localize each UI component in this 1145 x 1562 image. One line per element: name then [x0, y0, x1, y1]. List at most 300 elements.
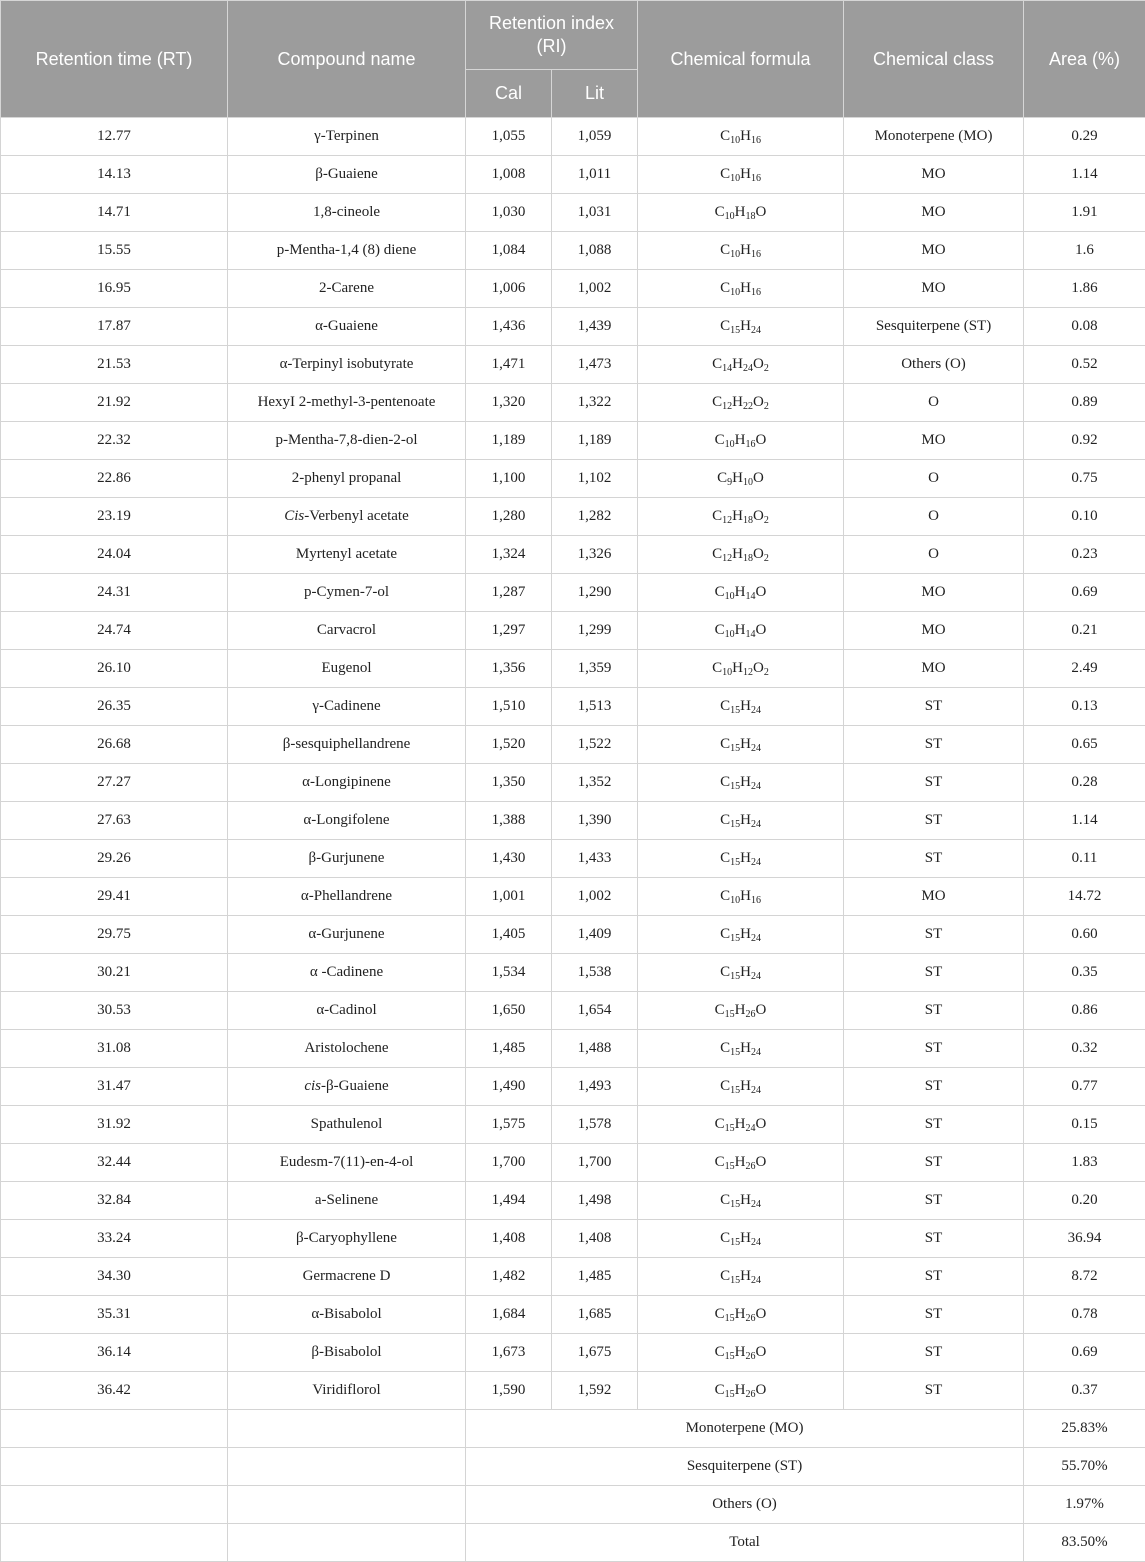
compound-name-cell: [228, 992, 466, 1030]
formula-subscript: 15: [730, 781, 740, 792]
ri-lit-cell: 1,700: [552, 1144, 638, 1182]
formula-subscript: 15: [725, 1389, 735, 1400]
formula-element: O: [753, 546, 764, 562]
table-header: [1, 1, 1145, 118]
ri-cal-cell: 1,350: [466, 764, 552, 802]
area-cell: 0.13: [1024, 688, 1145, 726]
chemical-formula-cell: [638, 232, 844, 270]
compound-name-cell: [228, 688, 466, 726]
table-row: [1, 270, 1145, 308]
retention-time-cell: 30.53: [1, 992, 228, 1030]
ri-cal-cell: 1,436: [466, 308, 552, 346]
formula-subscript: 15: [725, 1313, 735, 1324]
formula-subscript: 10: [722, 667, 732, 678]
table-row: [1, 840, 1145, 878]
formula-element: C: [712, 394, 722, 410]
chemical-class-cell: ST: [844, 726, 1024, 764]
chemical-class-cell: ST: [844, 1182, 1024, 1220]
chemical-class-cell: ST: [844, 1296, 1024, 1334]
formula-element: O: [753, 660, 764, 676]
ri-cal-cell: 1,388: [466, 802, 552, 840]
formula-subscript: 2: [764, 667, 769, 678]
chemical-formula-cell: [638, 650, 844, 688]
formula-element: H: [732, 660, 743, 676]
ri-lit-cell: 1,592: [552, 1372, 638, 1410]
chemical-class-cell: O: [844, 384, 1024, 422]
empty-cell: [228, 1486, 466, 1524]
ri-lit-cell: 1,326: [552, 536, 638, 574]
retention-time-cell: 27.27: [1, 764, 228, 802]
ri-lit-cell: 1,485: [552, 1258, 638, 1296]
formula-subscript: 10: [730, 249, 740, 260]
ri-cal-cell: 1,494: [466, 1182, 552, 1220]
ri-lit-cell: 1,685: [552, 1296, 638, 1334]
retention-time-cell: 31.08: [1, 1030, 228, 1068]
formula-element: O: [756, 1116, 767, 1132]
formula-element: C: [715, 1382, 725, 1398]
formula-subscript: 10: [725, 629, 735, 640]
formula-element: C: [720, 964, 730, 980]
ri-cal-cell: 1,297: [466, 612, 552, 650]
chemical-class-cell: ST: [844, 802, 1024, 840]
chemical-class-cell: MO: [844, 194, 1024, 232]
retention-time-cell: 26.35: [1, 688, 228, 726]
ri-lit-cell: 1,675: [552, 1334, 638, 1372]
ri-cal-cell: 1,575: [466, 1106, 552, 1144]
compound-name-cell: [228, 384, 466, 422]
ri-lit-cell: 1,493: [552, 1068, 638, 1106]
retention-time-cell: 33.24: [1, 1220, 228, 1258]
compound-name-text: Eugenol: [322, 660, 372, 676]
formula-element: O: [756, 1154, 767, 1170]
ri-cal-cell: 1,324: [466, 536, 552, 574]
table-row: [1, 498, 1145, 536]
chemical-class-cell: MO: [844, 422, 1024, 460]
compound-name-text: p-Cymen-7-ol: [304, 584, 389, 600]
formula-element: H: [740, 736, 751, 752]
chemical-class-cell: ST: [844, 1068, 1024, 1106]
formula-subscript: 10: [730, 895, 740, 906]
formula-subscript: 22: [743, 401, 753, 412]
formula-element: H: [735, 1382, 746, 1398]
formula-element: H: [740, 1230, 751, 1246]
formula-subscript: 12: [722, 553, 732, 564]
retention-time-cell: 29.41: [1, 878, 228, 916]
formula-element: C: [715, 432, 725, 448]
header-cal: Cal: [466, 70, 552, 118]
area-cell: 1.14: [1024, 802, 1145, 840]
retention-time-cell: 24.31: [1, 574, 228, 612]
formula-subscript: 2: [764, 553, 769, 564]
formula-element: C: [720, 850, 730, 866]
area-cell: 0.10: [1024, 498, 1145, 536]
compound-name-cell: [228, 270, 466, 308]
chemical-class-cell: MO: [844, 270, 1024, 308]
chemical-formula-cell: [638, 992, 844, 1030]
summary-value: 83.50%: [1024, 1524, 1145, 1562]
table-row: [1, 232, 1145, 270]
ri-cal-cell: 1,650: [466, 992, 552, 1030]
ri-cal-cell: 1,287: [466, 574, 552, 612]
table-row: [1, 194, 1145, 232]
chemical-formula-cell: [638, 156, 844, 194]
formula-element: C: [715, 1344, 725, 1360]
table-row: [1, 992, 1145, 1030]
retention-time-cell: 21.92: [1, 384, 228, 422]
formula-element: C: [715, 1002, 725, 1018]
formula-element: H: [735, 1116, 746, 1132]
compound-name-text: a-Selinene: [315, 1192, 378, 1208]
area-cell: 0.35: [1024, 954, 1145, 992]
chemical-formula-cell: [638, 536, 844, 574]
formula-subscript: 15: [730, 819, 740, 830]
formula-element: C: [720, 888, 730, 904]
formula-subscript: 2: [764, 515, 769, 526]
table-row: [1, 422, 1145, 460]
retention-time-cell: 29.26: [1, 840, 228, 878]
formula-element: H: [740, 1268, 751, 1284]
formula-element: H: [735, 1306, 746, 1322]
ri-cal-cell: 1,471: [466, 346, 552, 384]
header-retention-time: Retention time (RT): [1, 1, 228, 118]
chemical-class-cell: MO: [844, 650, 1024, 688]
compound-name-text: p-Mentha-7,8-dien-2-ol: [275, 432, 417, 448]
formula-element: H: [732, 470, 743, 486]
formula-subscript: 15: [725, 1161, 735, 1172]
summary-value: 25.83%: [1024, 1410, 1145, 1448]
formula-element: H: [740, 1192, 751, 1208]
ri-cal-cell: 1,485: [466, 1030, 552, 1068]
chemical-formula-cell: [638, 916, 844, 954]
chemical-class-cell: MO: [844, 878, 1024, 916]
compound-name-text: α -Cadinene: [310, 964, 383, 980]
formula-element: O: [756, 1306, 767, 1322]
formula-subscript: 24: [751, 705, 761, 716]
retention-time-cell: 35.31: [1, 1296, 228, 1334]
table-row: [1, 1334, 1145, 1372]
header-area: Area (%): [1024, 1, 1145, 118]
compound-name-text: 2-Carene: [319, 280, 374, 296]
compound-name-cell: [228, 118, 466, 156]
summary-value: 55.70%: [1024, 1448, 1145, 1486]
formula-subscript: 26: [746, 1389, 756, 1400]
ri-lit-cell: 1,031: [552, 194, 638, 232]
compound-name-text: Eudesm-7(11)-en-4-ol: [280, 1154, 414, 1170]
table-row: [1, 1372, 1145, 1410]
compound-name-text: Myrtenyl acetate: [296, 546, 397, 562]
retention-time-cell: 24.74: [1, 612, 228, 650]
ri-cal-cell: 1,006: [466, 270, 552, 308]
chemical-class-cell: MO: [844, 574, 1024, 612]
area-cell: 0.32: [1024, 1030, 1145, 1068]
compound-name-text: γ-Terpinen: [314, 128, 379, 144]
chemical-class-cell: ST: [844, 1372, 1024, 1410]
header-chemical-formula: Chemical formula: [638, 1, 844, 118]
formula-element: O: [753, 508, 764, 524]
formula-subscript: 15: [730, 325, 740, 336]
chemical-formula-cell: [638, 1296, 844, 1334]
formula-subscript: 24: [751, 1237, 761, 1248]
table-row: [1, 802, 1145, 840]
formula-element: H: [740, 850, 751, 866]
chemical-class-cell: Monoterpene (MO): [844, 118, 1024, 156]
formula-subscript: 26: [746, 1313, 756, 1324]
formula-element: C: [720, 1268, 730, 1284]
formula-subscript: 14: [722, 363, 732, 374]
formula-element: C: [720, 1040, 730, 1056]
formula-subscript: 24: [751, 971, 761, 982]
ri-cal-cell: 1,280: [466, 498, 552, 536]
chemical-class-cell: ST: [844, 992, 1024, 1030]
formula-subscript: 24: [746, 1123, 756, 1134]
area-cell: 0.69: [1024, 574, 1145, 612]
formula-element: C: [715, 204, 725, 220]
chemical-class-cell: ST: [844, 840, 1024, 878]
formula-subscript: 2: [764, 363, 769, 374]
formula-subscript: 9: [727, 477, 732, 488]
formula-subscript: 24: [751, 1275, 761, 1286]
ri-cal-cell: 1,700: [466, 1144, 552, 1182]
ri-lit-cell: 1,282: [552, 498, 638, 536]
formula-element: H: [740, 242, 751, 258]
ri-lit-cell: 1,002: [552, 270, 638, 308]
formula-element: C: [712, 660, 722, 676]
formula-element: C: [720, 698, 730, 714]
header-lit: Lit: [552, 70, 638, 118]
chemical-formula-cell: [638, 688, 844, 726]
area-cell: 0.37: [1024, 1372, 1145, 1410]
formula-subscript: 26: [746, 1351, 756, 1362]
compound-name-cell: [228, 308, 466, 346]
formula-element: H: [735, 622, 746, 638]
formula-element: C: [720, 166, 730, 182]
table-row: [1, 954, 1145, 992]
chemical-formula-cell: [638, 346, 844, 384]
compound-name-cell: [228, 1372, 466, 1410]
formula-element: C: [720, 736, 730, 752]
ri-cal-cell: 1,430: [466, 840, 552, 878]
formula-subscript: 15: [730, 1237, 740, 1248]
formula-element: C: [717, 470, 727, 486]
retention-time-cell: 15.55: [1, 232, 228, 270]
compound-name-text: α-Longifolene: [303, 812, 389, 828]
table-row: [1, 536, 1145, 574]
chemical-formula-cell: [638, 422, 844, 460]
ri-lit-cell: 1,322: [552, 384, 638, 422]
formula-subscript: 15: [730, 1199, 740, 1210]
compound-name-cell: [228, 156, 466, 194]
formula-element: C: [715, 584, 725, 600]
retention-time-cell: 30.21: [1, 954, 228, 992]
chemical-formula-cell: [638, 384, 844, 422]
chemical-formula-cell: [638, 878, 844, 916]
compound-name-text: β-sesquiphellandrene: [283, 736, 411, 752]
formula-subscript: 18: [743, 515, 753, 526]
area-cell: 0.60: [1024, 916, 1145, 954]
compound-name-text: -β-Guaiene: [321, 1078, 389, 1094]
chemical-class-cell: ST: [844, 1334, 1024, 1372]
compound-name-cell: [228, 916, 466, 954]
formula-element: O: [753, 470, 764, 486]
area-cell: 1.6: [1024, 232, 1145, 270]
ri-lit-cell: 1,299: [552, 612, 638, 650]
empty-cell: [1, 1524, 228, 1562]
table-row: [1, 1258, 1145, 1296]
ri-lit-cell: 1,359: [552, 650, 638, 688]
chemical-formula-cell: [638, 498, 844, 536]
formula-element: O: [756, 432, 767, 448]
compound-name-text: β-Caryophyllene: [296, 1230, 397, 1246]
ri-cal-cell: 1,684: [466, 1296, 552, 1334]
chemical-formula-cell: [638, 1030, 844, 1068]
summary-row: [1, 1448, 1145, 1486]
compound-name-text: -Verbenyl acetate: [304, 508, 409, 524]
formula-subscript: 16: [751, 249, 761, 260]
chemical-class-cell: ST: [844, 764, 1024, 802]
formula-subscript: 10: [730, 135, 740, 146]
ri-cal-cell: 1,673: [466, 1334, 552, 1372]
table-row: [1, 1220, 1145, 1258]
table-row: [1, 878, 1145, 916]
retention-time-cell: 32.84: [1, 1182, 228, 1220]
formula-element: C: [712, 546, 722, 562]
formula-element: C: [715, 1154, 725, 1170]
formula-element: O: [753, 356, 764, 372]
table-row: [1, 574, 1145, 612]
formula-element: C: [715, 1306, 725, 1322]
compound-name-text: α-Longipinene: [302, 774, 391, 790]
compound-name-text: α-Bisabolol: [311, 1306, 381, 1322]
table-row: [1, 460, 1145, 498]
formula-element: H: [735, 432, 746, 448]
area-cell: 0.29: [1024, 118, 1145, 156]
retention-time-cell: 22.86: [1, 460, 228, 498]
compound-name-text: α-Terpinyl isobutyrate: [280, 356, 414, 372]
ri-cal-cell: 1,520: [466, 726, 552, 764]
chemical-class-cell: Sesquiterpene (ST): [844, 308, 1024, 346]
ri-lit-cell: 1,059: [552, 118, 638, 156]
area-cell: 0.23: [1024, 536, 1145, 574]
chemical-class-cell: MO: [844, 612, 1024, 650]
header-retention-index: Retention index (RI): [466, 1, 638, 70]
empty-cell: [228, 1410, 466, 1448]
table-row: [1, 650, 1145, 688]
area-cell: 0.78: [1024, 1296, 1145, 1334]
formula-subscript: 26: [746, 1161, 756, 1172]
compound-name-cell: [228, 878, 466, 916]
retention-time-cell: 26.68: [1, 726, 228, 764]
chemical-formula-cell: [638, 840, 844, 878]
area-cell: 0.20: [1024, 1182, 1145, 1220]
formula-element: H: [740, 774, 751, 790]
area-cell: 14.72: [1024, 878, 1145, 916]
area-cell: 0.11: [1024, 840, 1145, 878]
compound-name-cell: [228, 232, 466, 270]
formula-element: C: [715, 622, 725, 638]
formula-element: C: [720, 280, 730, 296]
retention-time-cell: 24.04: [1, 536, 228, 574]
formula-subscript: 24: [751, 743, 761, 754]
formula-subscript: 15: [725, 1123, 735, 1134]
formula-subscript: 15: [730, 933, 740, 944]
table-row: [1, 118, 1145, 156]
table-row: [1, 688, 1145, 726]
formula-subscript: 16: [751, 287, 761, 298]
chemical-class-cell: MO: [844, 156, 1024, 194]
formula-element: H: [740, 280, 751, 296]
area-cell: 1.14: [1024, 156, 1145, 194]
ri-cal-cell: 1,405: [466, 916, 552, 954]
ri-lit-cell: 1,538: [552, 954, 638, 992]
formula-subscript: 15: [730, 1085, 740, 1096]
retention-time-cell: 36.42: [1, 1372, 228, 1410]
chemical-class-cell: ST: [844, 916, 1024, 954]
chemical-class-cell: ST: [844, 688, 1024, 726]
table-row: [1, 156, 1145, 194]
formula-element: C: [720, 128, 730, 144]
chemical-class-cell: O: [844, 498, 1024, 536]
table-row: [1, 384, 1145, 422]
chemical-class-cell: ST: [844, 1258, 1024, 1296]
ri-lit-cell: 1,654: [552, 992, 638, 1030]
compound-name-cell: [228, 574, 466, 612]
formula-element: O: [756, 1382, 767, 1398]
ri-cal-cell: 1,356: [466, 650, 552, 688]
compound-name-cell: [228, 346, 466, 384]
ri-lit-cell: 1,473: [552, 346, 638, 384]
compound-name-prefix: Cis: [284, 508, 304, 524]
compound-name-text: α-Phellandrene: [301, 888, 392, 904]
chemical-class-cell: Others (O): [844, 346, 1024, 384]
formula-element: H: [740, 812, 751, 828]
header-compound-name: Compound name: [228, 1, 466, 118]
formula-subscript: 15: [730, 705, 740, 716]
summary-value: 1.97%: [1024, 1486, 1145, 1524]
formula-element: H: [740, 964, 751, 980]
empty-cell: [228, 1524, 466, 1562]
ri-cal-cell: 1,534: [466, 954, 552, 992]
compound-name-text: Germacrene D: [303, 1268, 391, 1284]
retention-time-cell: 26.10: [1, 650, 228, 688]
formula-subscript: 14: [746, 591, 756, 602]
formula-element: C: [712, 356, 722, 372]
retention-time-cell: 16.95: [1, 270, 228, 308]
area-cell: 1.83: [1024, 1144, 1145, 1182]
formula-element: O: [756, 1002, 767, 1018]
formula-subscript: 12: [722, 515, 732, 526]
chemical-class-cell: ST: [844, 1144, 1024, 1182]
retention-time-cell: 23.19: [1, 498, 228, 536]
formula-subscript: 24: [751, 781, 761, 792]
formula-element: C: [720, 242, 730, 258]
compound-name-cell: [228, 840, 466, 878]
chemical-formula-cell: [638, 802, 844, 840]
chemical-class-cell: O: [844, 460, 1024, 498]
formula-element: H: [740, 318, 751, 334]
formula-element: H: [740, 926, 751, 942]
table-row: [1, 1144, 1145, 1182]
ri-lit-cell: 1,390: [552, 802, 638, 840]
ri-lit-cell: 1,011: [552, 156, 638, 194]
area-cell: 36.94: [1024, 1220, 1145, 1258]
summary-row: [1, 1524, 1145, 1562]
compound-name-text: HexyI 2-methyl-3-pentenoate: [258, 394, 436, 410]
formula-subscript: 24: [751, 857, 761, 868]
formula-subscript: 16: [751, 895, 761, 906]
compound-name-cell: [228, 194, 466, 232]
area-cell: 1.91: [1024, 194, 1145, 232]
chemical-formula-cell: [638, 726, 844, 764]
